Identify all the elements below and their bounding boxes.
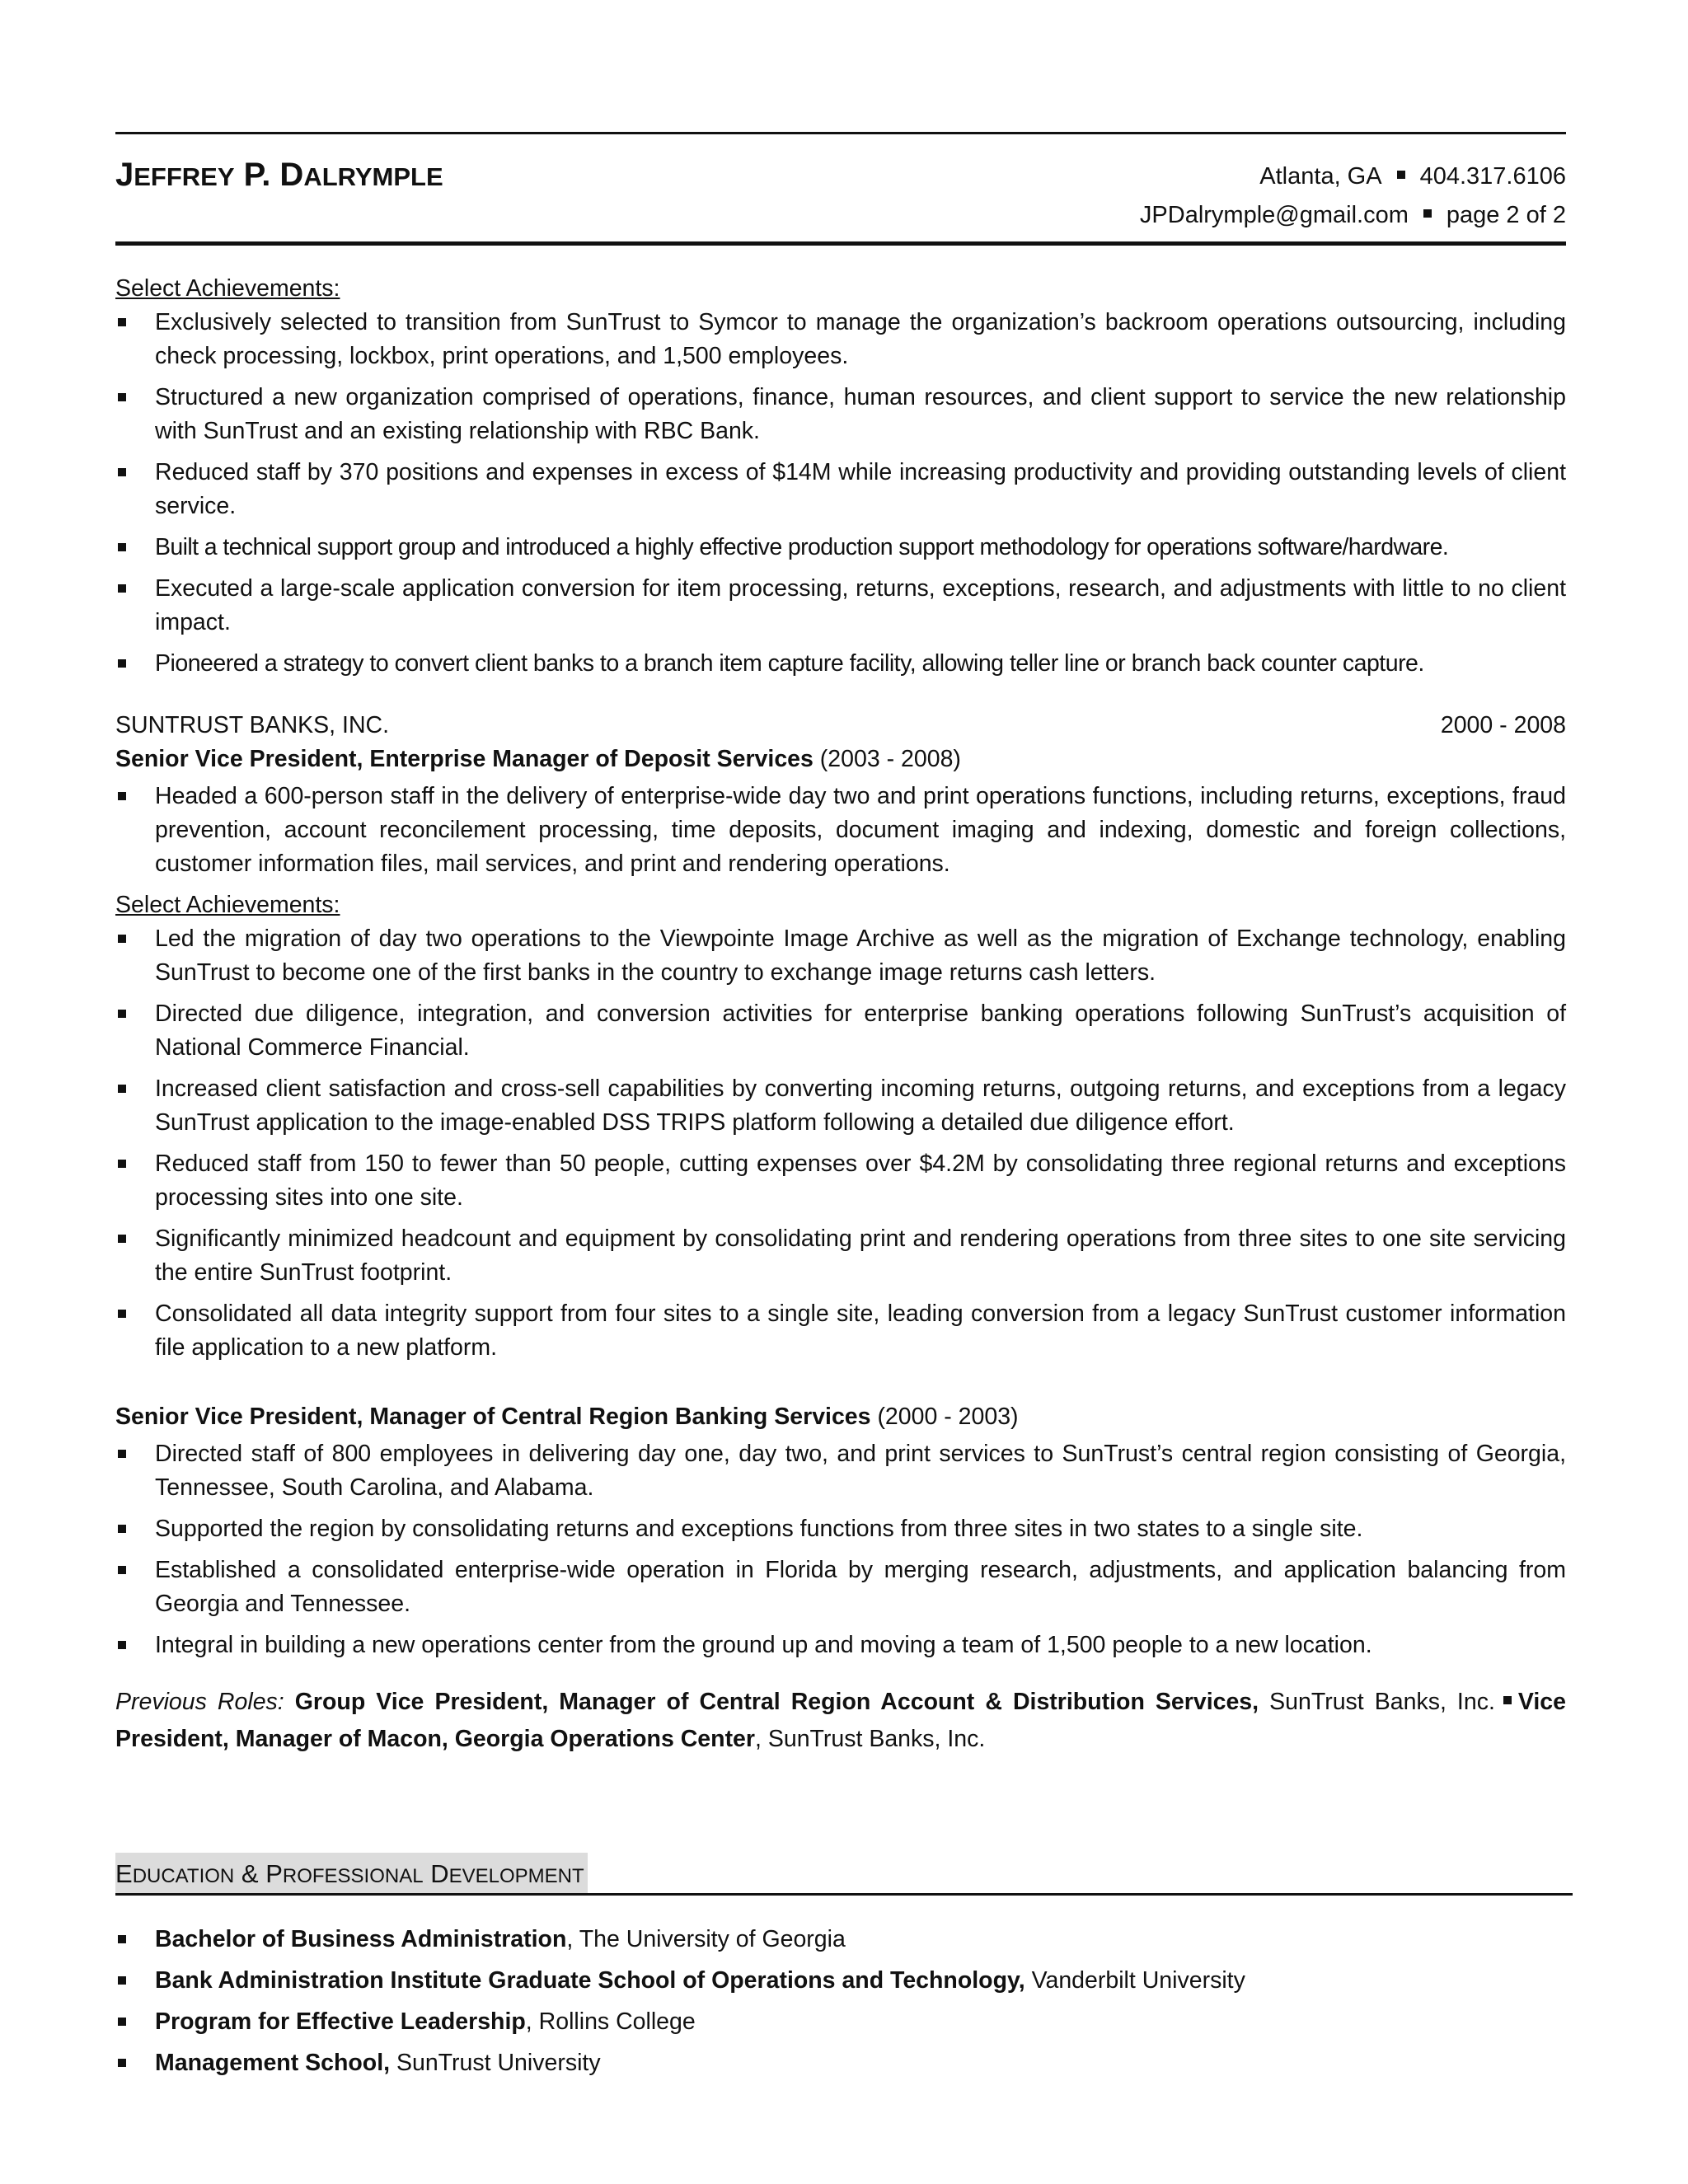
school: Vanderbilt University xyxy=(1031,1967,1245,1994)
role-title xyxy=(115,1400,1566,1434)
role-title-text: Senior Vice President, Manager of Central Region Banking Services xyxy=(115,1404,871,1430)
heading-smallcaps: DUCATION xyxy=(132,1865,235,1887)
list-item: Directed due diligence, integration, and conversion activities for enterprise banking operations following SunTrust’s acquisition of National Commerce Financial. xyxy=(115,997,1566,1065)
previous-roles-label: Previous Roles: xyxy=(115,1689,284,1715)
list-item: Consolidated all data integrity support from four sites to a single site, leading conversion from a legacy SunTrust customer information file application to a new platform. xyxy=(115,1297,1566,1365)
select-achievements-heading: Select Achievements: xyxy=(115,275,340,302)
list-item: Directed staff of 800 employees in delivering day one, day two, and print services to SunTrust’s central region consisting of Georgia, Tennessee, South Carolina, and Alabama. xyxy=(115,1437,1566,1505)
employer-years: 2000 - 2008 xyxy=(1440,712,1566,738)
list-item: Reduced staff by 370 positions and expenses in excess of $14M while increasing productivity and providing outstanding levels of client service. xyxy=(115,456,1566,523)
heading-amp: & xyxy=(241,1859,259,1888)
school: The University of Georgia xyxy=(579,1926,846,1952)
name-mid: P. D xyxy=(243,157,304,193)
achievement-list xyxy=(115,1437,1566,1662)
list-item: Supported the region by consolidating returns and exceptions functions from three sites in two states to a single site. xyxy=(115,1512,1566,1546)
list-item: Integral in building a new operations center from the ground up and moving a team of 1,500 people to a new location. xyxy=(115,1629,1566,1662)
school: Rollins College xyxy=(538,2008,696,2035)
heading-smallcaps: ROFESSIONAL xyxy=(282,1865,424,1887)
list-item: Significantly minimized headcount and equipment by consolidating print and rendering operations from three sites to one site servicing the entire SunTrust footprint. xyxy=(115,1222,1566,1290)
achievement-list xyxy=(115,306,1566,681)
previous-role-title: Group Vice President, Manager of Central Region Account & Distribution Services, xyxy=(294,1689,1259,1715)
separator: , xyxy=(525,2008,532,2035)
list-item: Led the migration of day two operations to the Viewpointe Image Archive as well as the migration of Exchange technology, enabling SunTrust to become one of the first banks in the country to exchange image returns cash letters. xyxy=(115,922,1566,990)
degree: Program for Effective Leadership xyxy=(155,2008,526,2035)
list-item: Built a technical support group and introduced a highly effective production support methodology for operations software/hardware. xyxy=(115,531,1566,565)
square-bullet-icon xyxy=(1503,1696,1512,1704)
spacer xyxy=(115,1372,1566,1400)
phone: 404.317.6106 xyxy=(1419,163,1566,190)
heading-smallcaps: EVELOPMENT xyxy=(448,1865,584,1887)
candidate-name xyxy=(115,157,443,194)
list-item xyxy=(115,2046,1566,2080)
select-achievements-heading: Select Achievements: xyxy=(115,892,340,918)
page-number: page 2 of 2 xyxy=(1446,202,1566,228)
location: Atlanta, GA xyxy=(1259,163,1382,190)
list-item: Established a consolidated enterprise-wide operation in Florida by merging research, adjustments, and application balancing from Georgia and Tennessee. xyxy=(115,1554,1566,1621)
heading-cap: P xyxy=(265,1859,283,1888)
previous-role-org: SunTrust Banks, Inc. xyxy=(1269,1689,1495,1715)
school: SunTrust University xyxy=(396,2050,601,2076)
role-dates: (2000 - 2003) xyxy=(877,1404,1019,1430)
contact-line-2 xyxy=(1140,202,1566,229)
list-item: Headed a 600-person staff in the delivery of enterprise-wide day two and print operations functions, including returns, exceptions, fraud prevention, account reconcilement processing, time deposits, document imaging and indexing, domestic and foreign collections, customer information files, mail services, and print and rendering operations. xyxy=(115,780,1566,881)
list-item: Reduced staff from 150 to fewer than 50 people, cutting expenses over $4.2M by consolidating three regional returns and exceptions processing sites into one site. xyxy=(115,1147,1566,1215)
list-item xyxy=(115,1923,1566,1957)
heading-cap: D xyxy=(430,1859,449,1888)
role-summary-list xyxy=(115,780,1566,881)
education-heading xyxy=(115,1853,588,1894)
role-title-text: Senior Vice President, Enterprise Manager of Deposit Services xyxy=(115,746,814,772)
top-rule xyxy=(115,132,1566,134)
header-rule xyxy=(115,241,1566,246)
email: JPDalrymple@gmail.com xyxy=(1139,202,1409,228)
square-bullet-icon xyxy=(1423,209,1432,218)
previous-roles xyxy=(115,1684,1566,1758)
list-item: Increased client satisfaction and cross-sell capabilities by converting incoming returns, outgoing returns, and exceptions from a legacy SunTrust application to the image-enabled DSS TRIPS platform following a detailed due diligence effort. xyxy=(115,1072,1566,1140)
square-bullet-icon xyxy=(1397,171,1405,179)
heading-cap: E xyxy=(115,1859,133,1888)
list-item xyxy=(115,2005,1566,2039)
degree: Bank Administration Institute Graduate School of Operations and Technology, xyxy=(155,1967,1025,1994)
role-dates: (2003 - 2008) xyxy=(819,746,961,772)
employer-name: SUNTRUST BANKS, INC. xyxy=(115,712,390,738)
separator: , xyxy=(566,1926,574,1952)
education-content xyxy=(115,1923,1566,2088)
degree: Management School, xyxy=(155,2050,391,2076)
name-last-rest: ALRYMPLE xyxy=(303,162,443,191)
list-item xyxy=(115,1964,1566,1998)
experience-content xyxy=(115,272,1566,1758)
achievement-list xyxy=(115,922,1566,1365)
name-initial: J xyxy=(115,157,134,193)
name-first-rest: EFFREY xyxy=(134,162,235,191)
previous-role-title: Vice President, Manager of Macon, Georgia Operations Center xyxy=(115,1689,1566,1752)
education-rule xyxy=(115,1893,1573,1896)
list-item: Pioneered a strategy to convert client banks to a branch item capture facility, allowing teller line or branch back counter capture. xyxy=(115,647,1566,681)
list-item: Executed a large-scale application conversion for item processing, returns, exceptions, research, and adjustments with little to no client impact. xyxy=(115,572,1566,640)
education-list xyxy=(115,1923,1566,2080)
employer-row xyxy=(115,709,1566,743)
role-title xyxy=(115,743,1566,776)
list-item: Structured a new organization comprised of operations, finance, human resources, and client support to service the new relationship with SunTrust and an existing relationship with RBC Bank. xyxy=(115,381,1566,448)
degree: Bachelor of Business Administration xyxy=(155,1926,567,1952)
list-item: Exclusively selected to transition from SunTrust to Symcor to manage the organization’s backroom operations outsourcing, including check processing, lockbox, print operations, and 1,500 employees. xyxy=(115,306,1566,373)
contact-line-1 xyxy=(1259,163,1566,190)
previous-role-org: , SunTrust Banks, Inc. xyxy=(755,1726,986,1752)
